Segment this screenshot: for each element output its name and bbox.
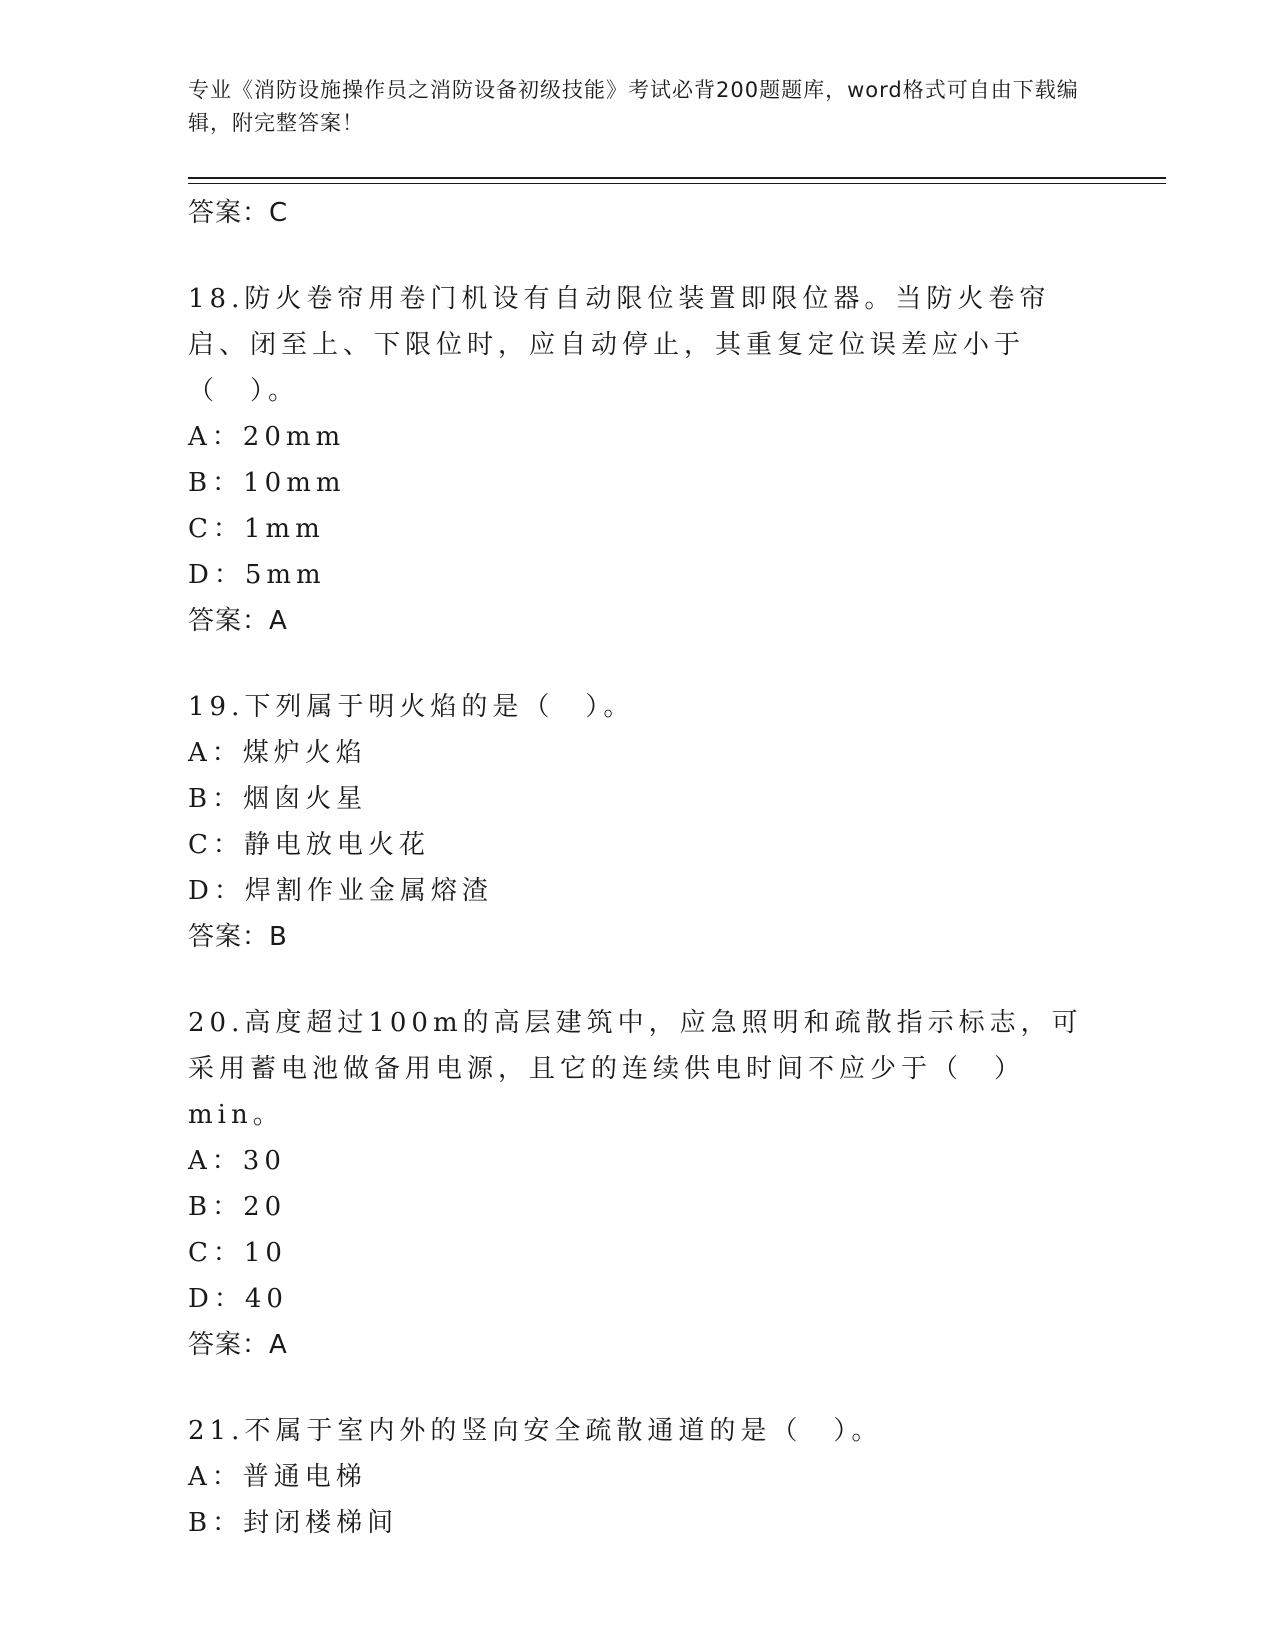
option-d: D：5mm <box>188 560 326 590</box>
question-19 <box>188 684 1088 960</box>
option-c: C：静电放电火花 <box>188 830 430 860</box>
header-divider-thick <box>188 177 1166 179</box>
option-d: D：40 <box>188 1284 288 1314</box>
document-header <box>188 74 1088 140</box>
question-stem: 20.高度超过100m的高层建筑中，应急照明和疏散指示标志，可采用蓄电池做备用电源，且它的连续供电时间不应少于（ ）min。 <box>188 1008 1083 1130</box>
option-d: D：焊割作业金属熔渣 <box>188 876 493 906</box>
option-b: B：20 <box>188 1192 287 1222</box>
answer-line: 答案：C <box>188 198 289 228</box>
answer-line: 答案：B <box>188 922 288 952</box>
question-20 <box>188 1000 1088 1368</box>
option-a: A：20mm <box>188 422 346 452</box>
header-divider-thin <box>188 183 1166 184</box>
question-stem: 19.下列属于明火焰的是（ ）。 <box>188 692 635 722</box>
question-list <box>188 190 1088 1546</box>
option-b: B：烟囱火星 <box>188 784 368 814</box>
question-stem: 21.不属于室内外的竖向安全疏散通道的是（ ）。 <box>188 1416 883 1446</box>
option-b: B：10mm <box>188 468 346 498</box>
answer-line: 答案：A <box>188 1330 288 1360</box>
option-a: A：普通电梯 <box>188 1462 367 1492</box>
option-c: C：10 <box>188 1238 287 1268</box>
option-a: A：30 <box>188 1146 286 1176</box>
question-stem: 18.防火卷帘用卷门机设有自动限位装置即限位器。当防火卷帘启、闭至上、下限位时，应自动停止，其重复定位误差应小于（ ）。 <box>188 284 1051 406</box>
question-18 <box>188 276 1088 644</box>
header-text: 专业《消防设施操作员之消防设备初级技能》考试必背200题题库，word格式可自由下载编辑，附完整答案！ <box>188 78 1079 135</box>
option-c: C：1mm <box>188 514 325 544</box>
option-a: A：煤炉火焰 <box>188 738 367 768</box>
question-21 <box>188 1408 1088 1546</box>
option-b: B：封闭楼梯间 <box>188 1508 399 1538</box>
answer-line: 答案：A <box>188 606 288 636</box>
